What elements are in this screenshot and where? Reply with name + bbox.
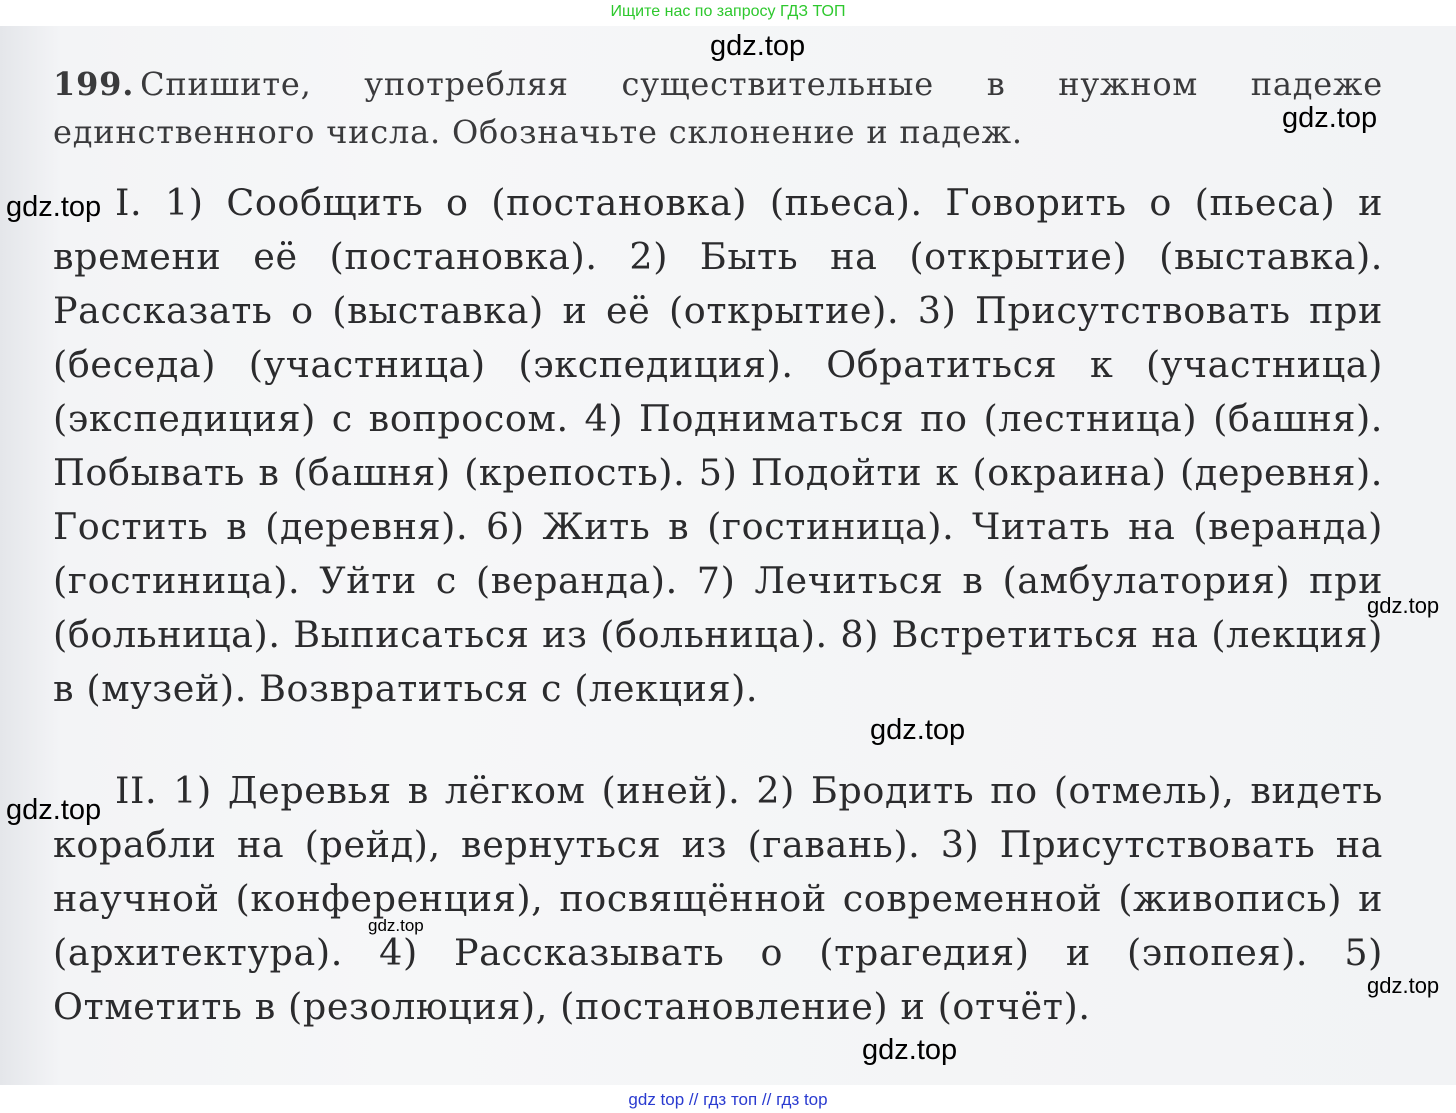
- watermark: gdz.top: [1367, 593, 1440, 618]
- task-instruction: Спишите, употребляя существительные в нужном падеже единственного числа. Обозначьте склонение и падеж.: [53, 65, 1383, 151]
- watermark: gdz.top: [1282, 102, 1378, 134]
- task-number: 199.: [53, 65, 135, 103]
- task-part-2: II. 1) Деревья в лёгком (иней). 2) Бродить по (отмель), видеть корабли на (рейд), вернуться из (гавань). 3) Присутствовать на научной (конференция), посвящённой современной (живопись) и (архитектура). 4) Рассказывать о (трагедия) и (эпопея). 5) Отметить в (резолюция), (постановление) и (отчёт).: [53, 769, 1383, 1028]
- top-banner-link[interactable]: Ищите нас по запросу ГДЗ ТОП: [610, 3, 846, 20]
- watermark: gdz.top: [870, 714, 966, 746]
- task-block: [53, 60, 1383, 156]
- watermark: gdz.top: [710, 30, 806, 62]
- task-header: [53, 60, 1383, 156]
- bottom-banner-link[interactable]: gdz top // гдз топ // гдз top: [628, 1090, 828, 1109]
- watermark: gdz.top: [6, 794, 102, 826]
- watermark: gdz.top: [862, 1034, 958, 1066]
- task-part-1: I. 1) Сообщить о (постановка) (пьеса). Говорить о (пьеса) и времени её (постановка). 2) Быть на (открытие) (выставка). Рассказать о (выставка) и её (открытие). 3) Присутствовать при (беседа) (участница) (экспедиция). Обратиться к (участница) (экспедиция) с вопросом. 4) Подниматься по (лестница) (башня). Побывать в (башня) (крепость). 5) Подойти к (окраина) (деревня). Гостить в (деревня). 6) Жить в (гостиница). Читать на (веранда) (гостиница). Уйти с (веранда). 7) Лечиться в (амбулатория) при (больница). Выписаться из (больница). 8) Встретиться на (лекция) в (музей). Возвратиться с (лекция).: [53, 181, 1383, 710]
- watermark: gdz.top: [368, 916, 424, 935]
- watermark: gdz.top: [6, 191, 102, 223]
- watermark: gdz.top: [1367, 973, 1440, 998]
